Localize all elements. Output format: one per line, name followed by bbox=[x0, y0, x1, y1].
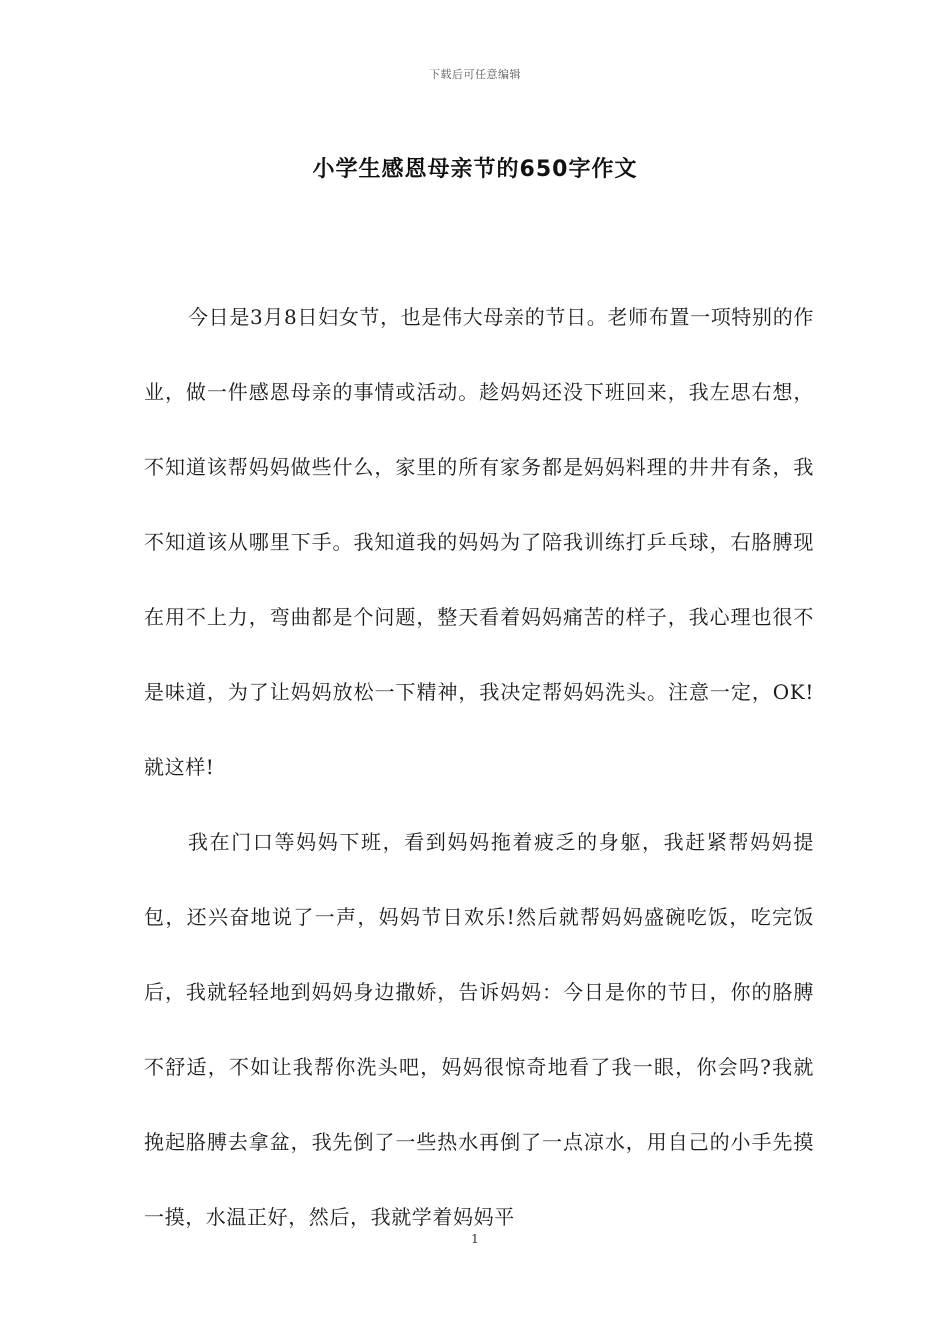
paragraph-2: 我在门口等妈妈下班，看到妈妈拖着疲乏的身躯，我赶紧帮妈妈提包，还兴奋地说了一声，妈妈节日欢乐!然后就帮妈妈盛碗吃饭，吃完饭后，我就轻轻地到妈妈身边撒娇，告诉妈妈：今日是你的节日，你的胳膊不舒适，不如让我帮你洗头吧，妈妈很惊奇地看了我一眼，你会吗?我就挽起胳膊去拿盆，我先倒了一些热水再倒了一点凉水，用自己的小手先摸一摸，水温正好，然后，我就学着妈妈平 bbox=[144, 830, 814, 1229]
header-note: 下载后可任意编辑 bbox=[429, 68, 521, 81]
document-title: 小学生感恩母亲节的650字作文 bbox=[312, 157, 638, 182]
document-body bbox=[144, 280, 814, 1255]
paragraph-1: 今日是3月8日妇女节，也是伟大母亲的节日。老师布置一项特别的作业，做一件感恩母亲的事情或活动。趁妈妈还没下班回来，我左思右想，不知道该帮妈妈做些什么，家里的所有家务都是妈妈料理的井井有条，我不知道该从哪里下手。我知道我的妈妈为了陪我训练打乒乓球，右胳膊现在用不上力，弯曲都是个问题，整天看着妈妈痛苦的样子，我心理也很不是味道，为了让妈妈放松一下精神，我决定帮妈妈洗头。注意一定，OK!就这样! bbox=[144, 305, 814, 779]
page-number: 1 bbox=[471, 1232, 479, 1246]
